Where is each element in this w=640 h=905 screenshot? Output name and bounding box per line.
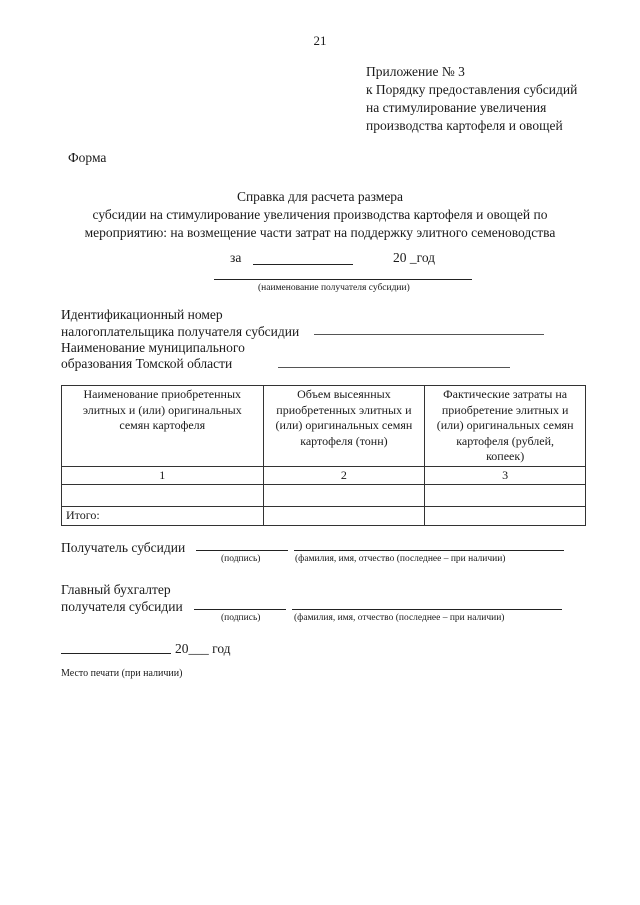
accountant-signature-line	[194, 609, 286, 610]
header-text: копеек)	[486, 449, 525, 463]
header-cell	[263, 386, 425, 467]
inn-label-line1: Идентификационный номер	[61, 307, 223, 322]
municipal-field	[278, 367, 510, 368]
header-cell	[62, 386, 264, 467]
period-za-label: за	[230, 250, 242, 265]
name-caption: (фамилия, имя, отчество (последнее – при наличии)	[294, 613, 505, 623]
table-cell	[263, 485, 425, 507]
recipient-caption: (наименование получателя субсидии)	[258, 283, 410, 293]
header-text: приобретенных элитных и	[276, 402, 412, 417]
header-text: приобретение элитных и	[441, 402, 569, 417]
heading-line: субсидии на стимулирование увеличения производства картофеля и овощей по	[92, 207, 548, 222]
period-blank	[253, 264, 353, 265]
column-number: 2	[263, 466, 425, 485]
document-heading	[0, 188, 640, 242]
heading-line: мероприятию: на возмещение части затрат на поддержку элитного семеноводства	[84, 225, 556, 240]
municipal-label-line2: образования Томской области	[61, 356, 233, 371]
appendix-line: к Порядку предоставления субсидий	[366, 82, 578, 97]
header-text: (или) оригинальных семян	[436, 418, 574, 432]
header-cell	[425, 386, 586, 467]
appendix-line: производства картофеля и овощей	[366, 118, 563, 133]
header-text: элитных и (или) оригинальных	[82, 402, 242, 417]
appendix-title: Приложение № 3	[366, 64, 465, 79]
total-label: Итого:	[62, 507, 264, 526]
inn-field	[314, 334, 544, 335]
date-year: 20___ год	[175, 641, 231, 656]
date-blank	[61, 653, 171, 654]
accountant-label-line1: Главный бухгалтер	[61, 582, 171, 597]
column-number: 1	[62, 466, 264, 485]
recipient-signature-label: Получатель субсидии	[61, 540, 186, 555]
header-text: картофеля (рублей,	[456, 433, 554, 448]
table-cell	[425, 485, 586, 507]
recipient-name-line	[214, 279, 472, 280]
page-number: 21	[313, 33, 327, 48]
signature-caption: (подпись)	[221, 554, 261, 564]
subsidy-table	[61, 385, 586, 526]
appendix-line: на стимулирование увеличения	[366, 100, 547, 115]
table-cell	[263, 507, 425, 526]
table-total-row	[62, 507, 586, 526]
table-cell	[62, 485, 264, 507]
recipient-signature-line	[196, 550, 288, 551]
period-year: 20 _год	[393, 250, 436, 265]
table-number-row	[62, 466, 586, 485]
table-header-row	[62, 386, 586, 467]
header-text: Фактические затраты на	[443, 387, 568, 401]
form-label: Форма	[68, 150, 107, 165]
municipal-label-line1: Наименование муниципального	[61, 340, 245, 355]
heading-line: Справка для расчета размера	[236, 189, 404, 204]
table-row	[62, 485, 586, 507]
accountant-name-field	[292, 609, 562, 610]
header-text: семян картофеля	[119, 418, 206, 432]
name-caption: (фамилия, имя, отчество (последнее – при наличии)	[295, 554, 506, 564]
accountant-label-line2: получателя субсидии	[61, 599, 183, 614]
table-cell	[425, 507, 586, 526]
header-text: (или) оригинальных семян	[275, 418, 413, 432]
header-text: картофеля (тонн)	[300, 433, 388, 448]
column-number: 3	[425, 466, 586, 485]
header-text: Наименование приобретенных	[83, 387, 242, 401]
header-text: Объем высеянных	[297, 387, 391, 401]
signature-caption: (подпись)	[221, 613, 261, 623]
recipient-name-field	[294, 550, 564, 551]
appendix-block	[366, 63, 577, 135]
stamp-note: Место печати (при наличии)	[61, 668, 183, 679]
inn-label-line2: налогоплательщика получателя субсидии	[61, 324, 300, 339]
